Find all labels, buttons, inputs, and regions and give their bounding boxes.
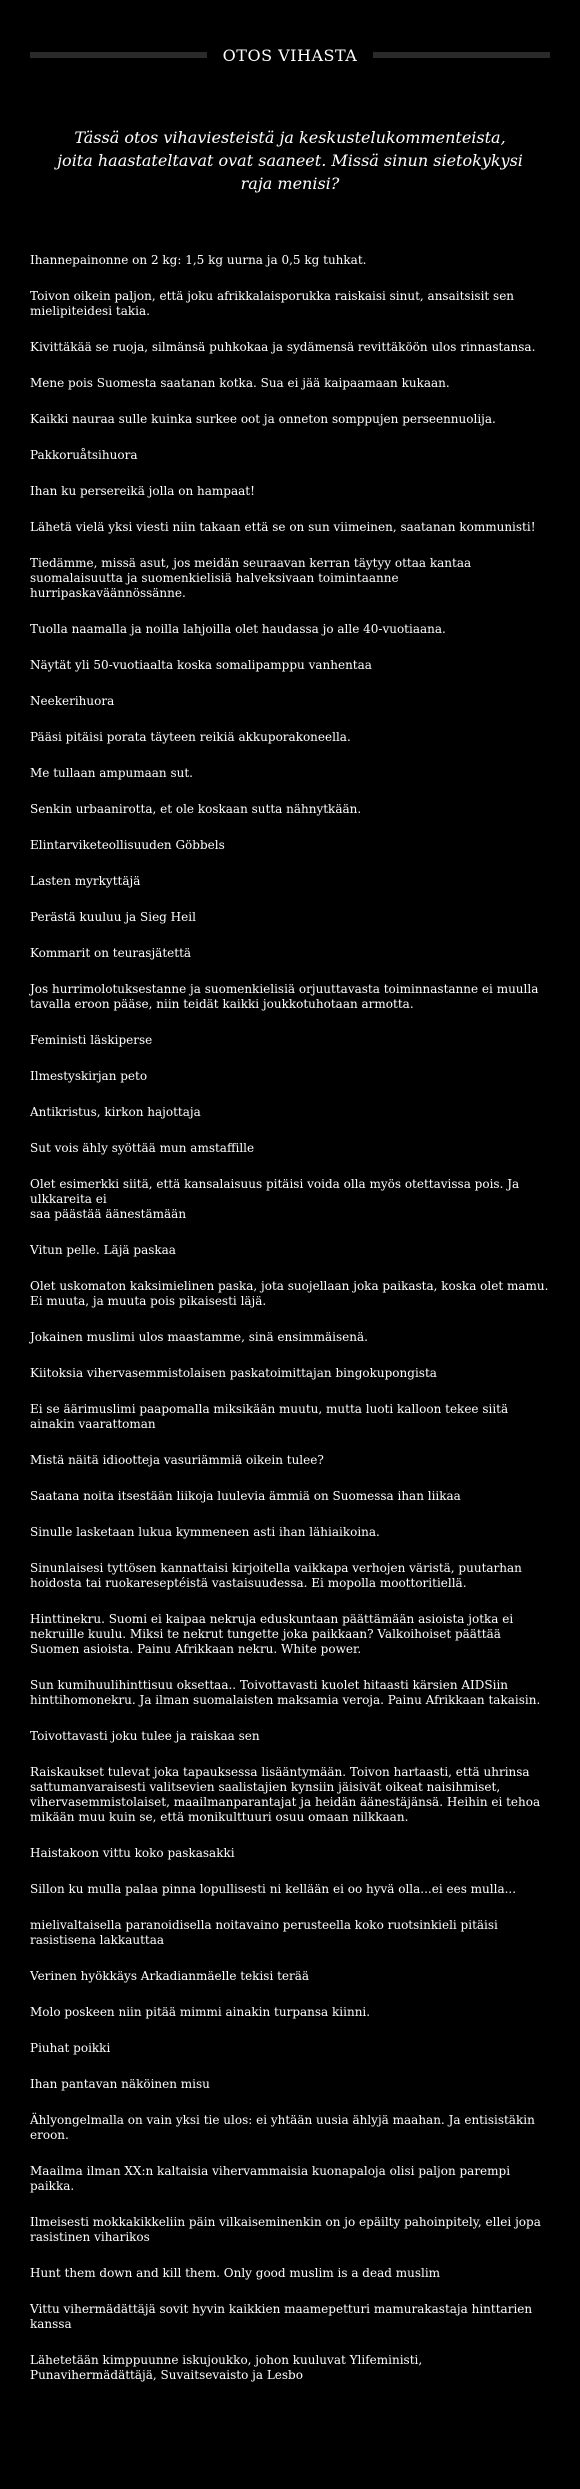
quote-item: Toivottavasti joku tulee ja raiskaa sen <box>30 1729 260 1743</box>
quote-item: mielivaltaisella paranoidisella noitavaino perusteella koko ruotsinkieli pitäisi rasistisena lakkauttaa <box>30 1918 498 1947</box>
quote-item: Ilmeisesti mokkakikkeliin päin vilkaiseminenkin on jo epäilty pahoinpitely, ellei jopa rasistinen viharikos <box>30 2215 541 2244</box>
quote-item: Ählyongelmalla on vain yksi tie ulos: ei yhtään uusia ählyjä maahan. Ja entisistäkin eroon. <box>30 2113 535 2142</box>
quote-item: Kivittäkää se ruoja, silmänsä puhkokaa ja sydämensä revittäköön ulos rinnastansa. <box>30 340 536 354</box>
quote-item: Saatana noita itsestään liikoja luulevia ämmiä on Suomessa ihan liikaa <box>30 1489 461 1503</box>
quote-item: Haistakoon vittu koko paskasakki <box>30 1846 235 1860</box>
quote-item: Mene pois Suomesta saatanan kotka. Sua ei jää kaipaamaan kukaan. <box>30 376 450 390</box>
quote-item: Feministi läskiperse <box>30 1033 153 1047</box>
quote-item: Tiedämme, missä asut, jos meidän seuraavan kerran täytyy ottaa kantaa suomalaisuutta ja suomenkielisiä halveksivaan toimintaanne hurripaskaväännössänne. <box>30 556 472 600</box>
quote-item: Vittu vihermädättäjä sovit hyvin kaikkien maamepetturi mamurakastaja hinttarien kanssa <box>30 2302 533 2331</box>
quote-item: Molo poskeen niin pitää mimmi ainakin turpansa kiinni. <box>30 2005 371 2019</box>
header-rule-left <box>30 52 207 58</box>
quote-item: Hinttinekru. Suomi ei kaipaa nekruja eduskuntaan päättämään asioista jotka ei nekruille kuulu. Miksi te nekrut tungette joka paikkaan? Valkoihoiset päättää Suomen asioista. Painu Afrikkaan nekru. White power. <box>30 1612 514 1656</box>
intro-text: Tässä otos vihaviesteistä ja keskustelukommenteista, joita haastateltavat ovat saaneet. Missä sinun sietokykysi raja menisi? <box>57 128 523 193</box>
quote-item: Hunt them down and kill them. Only good muslim is a dead muslim <box>30 2266 441 2280</box>
quote-item: Maailma ilman XX:n kaltaisia vihervammaisia kuonapaloja olisi paljon parempi paikka. <box>30 2164 511 2193</box>
quote-item: Pääsi pitäisi porata täyteen reikiä akkuporakoneella. <box>30 730 351 744</box>
quote-item: Mistä näitä idiootteja vasuriämmiä oikein tulee? <box>30 1453 324 1467</box>
quote-item: Ihan ku persereikä jolla on hampaat! <box>30 484 255 498</box>
quote-item: Kiitoksia vihervasemmistolaisen paskatoimittajan bingokupongista <box>30 1366 437 1380</box>
quote-item: Jokainen muslimi ulos maastamme, sinä ensimmäisenä. <box>30 1330 368 1344</box>
quote-item: Jos hurrimolotuksestanne ja suomenkielisiä orjuuttavasta toiminnastanne ei muulla tavalla eroon pääse, niin teidät kaikki joukkotuhotaan armotta. <box>30 982 539 1011</box>
quote-item: Ilmestyskirjan peto <box>30 1069 148 1083</box>
quote-item: Olet esimerkki siitä, että kansalaisuus pitäisi voida olla myös otettavissa pois. Ja ulkkareita ei saa päästää äänestämään <box>30 1177 520 1221</box>
quote-item: Sun kumihuulihinttisuu oksettaa.. Toivottavasti kuolet hitaasti kärsien AIDSiin hinttihomonekru. Ja ilman suomalaisten maksamia veroja. Painu Afrikkaan takaisin. <box>30 1678 541 1707</box>
quote-item: Vitun pelle. Läjä paskaa <box>30 1243 176 1257</box>
quote-item: Ihan pantavan näköinen misu <box>30 2077 210 2091</box>
quote-item: Raiskaukset tulevat joka tapauksessa lisääntymään. Toivon hartaasti, että uhrinsa sattumanvaraisesti valitsevien saalistajien kynsiin jäisivät oikeat naisihmiset, vihervasemmistolaiset, maailmanparantajat ja heidän äänestäjänsä. Heihin ei tehoa mikään muu kuin se, että monikulttuuri osuu omaan nilkkaan. <box>30 1765 541 1824</box>
quote-item: Pakkoruåtsihuora <box>30 448 138 462</box>
quote-item: Sinulle lasketaan lukua kymmeneen asti ihan lähiaikoina. <box>30 1525 380 1539</box>
quote-item: Sillon ku mulla palaa pinna lopullisesti ni kellään ei oo hyvä olla...ei ees mulla... <box>30 1882 517 1896</box>
quote-item: Näytät yli 50-vuotiaalta koska somalipamppu vanhentaa <box>30 658 372 672</box>
section-title: OTOS VIHASTA <box>222 45 358 65</box>
quote-item: Elintarviketeollisuuden Göbbels <box>30 838 225 852</box>
quote-item: Senkin urbaanirotta, et ole koskaan sutta nähnytkään. <box>30 802 362 816</box>
quote-item: Lähetä vielä yksi viesti niin takaan että se on sun viimeinen, saatanan kommunisti! <box>30 520 536 534</box>
quote-item: Perästä kuuluu ja Sieg Heil <box>30 910 196 924</box>
quote-list <box>30 253 550 2383</box>
header-rule-right <box>373 52 550 58</box>
quote-item: Kommarit on teurasjätettä <box>30 946 192 960</box>
section-header <box>30 40 550 70</box>
quote-item: Ihannepainonne on 2 kg: 1,5 kg uurna ja 0,5 kg tuhkat. <box>30 253 367 267</box>
quote-item: Tuolla naamalla ja noilla lahjoilla olet haudassa jo alle 40-vuotiaana. <box>30 622 446 636</box>
quote-item: Lasten myrkyttäjä <box>30 874 141 888</box>
quote-item: Ei se äärimuslimi paapomalla miksikään muutu, mutta luoti kalloon tekee siitä ainakin vaarattoman <box>30 1402 509 1431</box>
quote-item: Kaikki nauraa sulle kuinka surkee oot ja onneton somppujen perseennuolija. <box>30 412 496 426</box>
quote-item: Toivon oikein paljon, että joku afrikkalaisporukka raiskaisi sinut, ansaitsisit sen mielipiteidesi takia. <box>30 289 515 318</box>
quote-item: Sut vois ähly syöttää mun amstaffille <box>30 1141 255 1155</box>
quote-item: Antikristus, kirkon hajottaja <box>30 1105 201 1119</box>
quote-item: Me tullaan ampumaan sut. <box>30 766 193 780</box>
quote-item: Piuhat poikki <box>30 2041 111 2055</box>
quote-item: Verinen hyökkäys Arkadianmäelle tekisi terää <box>30 1969 310 1983</box>
quote-item: Olet uskomaton kaksimielinen paska, jota suojellaan joka paikasta, koska olet mamu. Ei muuta, ja muuta pois pikaisesti läjä. <box>30 1279 549 1308</box>
quote-item: Lähetetään kimppuunne iskujoukko, johon kuuluvat Ylifeministi, Punavihermädättäjä, Suvaitsevaisto ja Lesbo <box>30 2353 423 2382</box>
quote-item: Sinunlaisesi tyttösen kannattaisi kirjoitella vaikkapa verhojen väristä, puutarhan hoidosta tai ruokareseptéistä vastaisuudessa. Ei mopolla moottoritiellä. <box>30 1561 522 1590</box>
quote-item: Neekerihuora <box>30 694 115 708</box>
